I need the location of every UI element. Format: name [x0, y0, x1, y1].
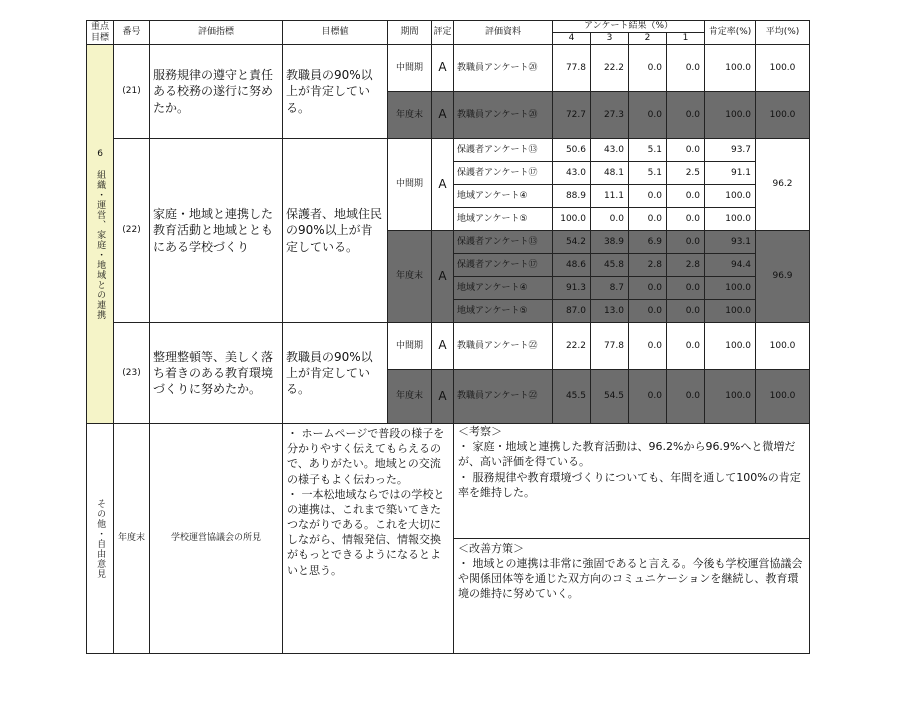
- grade-value: A: [432, 92, 454, 139]
- item-number: (22): [114, 139, 150, 323]
- survey-value-2: 0.0: [629, 185, 667, 208]
- council-opinion: ・ ホームページで普段の様子を分かりやすく伝えてもらえるので、ありがたい。地域との交流の様子もよく伝わった。 ・ 一本松地域ならではの学校との連携は、これまで築いてきたつながりである。これを大切にしながら、情報発信、情報交換がもっとできるようになるとよいと思う。: [283, 424, 454, 654]
- survey-value-3: 27.3: [591, 92, 629, 139]
- header-col-4: 4: [553, 33, 591, 45]
- survey-value-1: 0.0: [667, 92, 705, 139]
- survey-material: 地域アンケート⑤: [454, 300, 553, 323]
- improvement-text: ・ 地域との連携は非常に強固であると言える。今後も学校運営協議会や関係団体等を通じた双方向のコミュニケーションを継続し、教育環境の維持に努めていく。: [458, 557, 803, 601]
- survey-value-3: 77.8: [591, 323, 629, 370]
- survey-value-2: 0.0: [629, 323, 667, 370]
- average-rate: 100.0: [756, 323, 810, 370]
- other-opinion-row: [87, 424, 810, 654]
- survey-value-4: 77.8: [553, 45, 591, 92]
- survey-value-1: 0.0: [667, 45, 705, 92]
- survey-value-4: 45.5: [553, 370, 591, 424]
- header-col-2: 2: [629, 33, 667, 45]
- grade-value: A: [432, 323, 454, 370]
- affirm-rate: 100.0: [705, 300, 756, 323]
- item-indicator: 整理整頓等、美しく落ち着きのある教育環境づくりに努めたか。: [150, 323, 283, 424]
- table-row: [87, 45, 810, 92]
- period-label: 年度末: [388, 370, 432, 424]
- item-number: (21): [114, 45, 150, 139]
- survey-material: 教職員アンケート㉒: [454, 323, 553, 370]
- affirm-rate: 100.0: [705, 323, 756, 370]
- grade-value: A: [432, 231, 454, 323]
- header-col-1: 1: [667, 33, 705, 45]
- survey-value-1: 0.0: [667, 277, 705, 300]
- survey-value-4: 22.2: [553, 323, 591, 370]
- school-response: [454, 424, 810, 654]
- header-col-3: 3: [591, 33, 629, 45]
- survey-value-2: 5.1: [629, 139, 667, 162]
- survey-value-1: 0.0: [667, 323, 705, 370]
- item-number: (23): [114, 323, 150, 424]
- item-indicator: 家庭・地域と連携した教育活動と地域とともにある学校づくり: [150, 139, 283, 323]
- consideration-heading: ＜考察＞: [458, 425, 502, 438]
- survey-value-4: 50.6: [553, 139, 591, 162]
- survey-value-1: 0.0: [667, 208, 705, 231]
- period-label: 年度末: [388, 92, 432, 139]
- affirm-rate: 100.0: [705, 277, 756, 300]
- affirm-rate: 100.0: [705, 92, 756, 139]
- goal-label: [87, 45, 114, 424]
- survey-value-1: 0.0: [667, 185, 705, 208]
- survey-material: 保護者アンケート⑰: [454, 254, 553, 277]
- survey-value-2: 0.0: [629, 208, 667, 231]
- survey-value-3: 11.1: [591, 185, 629, 208]
- affirm-rate: 94.4: [705, 254, 756, 277]
- affirm-rate: 100.0: [705, 185, 756, 208]
- header-number: 番号: [114, 21, 150, 45]
- survey-value-2: 0.0: [629, 300, 667, 323]
- survey-value-3: 54.5: [591, 370, 629, 424]
- survey-value-4: 88.9: [553, 185, 591, 208]
- period-label: 中間期: [388, 139, 432, 231]
- other-label-text: その他・自由意見: [95, 498, 106, 579]
- survey-value-1: 0.0: [667, 300, 705, 323]
- survey-value-3: 0.0: [591, 208, 629, 231]
- survey-value-3: 22.2: [591, 45, 629, 92]
- other-period: 年度末: [114, 424, 150, 654]
- survey-value-2: 5.1: [629, 162, 667, 185]
- survey-value-1: 2.5: [667, 162, 705, 185]
- survey-value-2: 0.0: [629, 45, 667, 92]
- header-grade: 評定: [432, 21, 454, 45]
- survey-value-4: 48.6: [553, 254, 591, 277]
- header-goal: 重点目標: [87, 21, 114, 45]
- survey-value-1: 0.0: [667, 139, 705, 162]
- improvement-heading: ＜改善方策＞: [458, 541, 524, 555]
- average-rate: 100.0: [756, 45, 810, 92]
- grade-value: A: [432, 45, 454, 92]
- evaluation-table: [86, 20, 810, 654]
- survey-material: 保護者アンケート⑬: [454, 231, 553, 254]
- header-affirm: 肯定率(%): [705, 21, 756, 45]
- table-row: [87, 323, 810, 370]
- header-survey: アンケート結果（%）: [553, 21, 705, 33]
- survey-value-3: 8.7: [591, 277, 629, 300]
- survey-value-4: 54.2: [553, 231, 591, 254]
- average-rate: 96.9: [756, 231, 810, 323]
- survey-value-3: 38.9: [591, 231, 629, 254]
- header-indicator: 評価指標: [150, 21, 283, 45]
- period-label: 中間期: [388, 45, 432, 92]
- survey-material: 教職員アンケート⑳: [454, 92, 553, 139]
- affirm-rate: 100.0: [705, 45, 756, 92]
- survey-value-2: 0.0: [629, 92, 667, 139]
- header-period: 期間: [388, 21, 432, 45]
- section-divider: [454, 538, 809, 539]
- period-label: 年度末: [388, 231, 432, 323]
- header-target: 目標値: [283, 21, 388, 45]
- survey-value-4: 43.0: [553, 162, 591, 185]
- survey-material: 地域アンケート⑤: [454, 208, 553, 231]
- survey-value-3: 45.8: [591, 254, 629, 277]
- header-average: 平均(%): [756, 21, 810, 45]
- survey-value-2: 6.9: [629, 231, 667, 254]
- affirm-rate: 93.7: [705, 139, 756, 162]
- survey-value-4: 87.0: [553, 300, 591, 323]
- survey-value-3: 13.0: [591, 300, 629, 323]
- survey-material: 教職員アンケート⑳: [454, 45, 553, 92]
- affirm-rate: 100.0: [705, 208, 756, 231]
- goal-label-text: 6 組織・運営、家庭・地域との連携: [95, 148, 106, 320]
- other-source: 学校運営協議会の所見: [150, 424, 283, 654]
- survey-material: 保護者アンケート⑬: [454, 139, 553, 162]
- survey-value-2: 0.0: [629, 370, 667, 424]
- survey-value-4: 72.7: [553, 92, 591, 139]
- survey-material: 保護者アンケート⑰: [454, 162, 553, 185]
- affirm-rate: 91.1: [705, 162, 756, 185]
- affirm-rate: 100.0: [705, 370, 756, 424]
- survey-value-3: 43.0: [591, 139, 629, 162]
- average-rate: 100.0: [756, 370, 810, 424]
- survey-value-1: 0.0: [667, 231, 705, 254]
- item-target: 教職員の90%以上が肯定している。: [283, 323, 388, 424]
- survey-value-4: 91.3: [553, 277, 591, 300]
- item-indicator: 服務規律の遵守と責任ある校務の遂行に努めたか。: [150, 45, 283, 139]
- average-rate: 100.0: [756, 92, 810, 139]
- table-row: [87, 139, 810, 162]
- grade-value: A: [432, 370, 454, 424]
- survey-material: 地域アンケート④: [454, 277, 553, 300]
- survey-material: 教職員アンケート㉒: [454, 370, 553, 424]
- survey-value-4: 100.0: [553, 208, 591, 231]
- survey-value-1: 0.0: [667, 370, 705, 424]
- affirm-rate: 93.1: [705, 231, 756, 254]
- item-target: 教職員の90%以上が肯定している。: [283, 45, 388, 139]
- period-label: 中間期: [388, 323, 432, 370]
- survey-value-3: 48.1: [591, 162, 629, 185]
- survey-material: 地域アンケート④: [454, 185, 553, 208]
- item-target: 保護者、地域住民の90%以上が肯定している。: [283, 139, 388, 323]
- survey-value-1: 2.8: [667, 254, 705, 277]
- consideration-text: ・ 家庭・地域と連携した教育活動は、96.2%から96.9%へと微増だが、高い評価を得ている。 ・ 服務規律や教育環境づくりについても、年間を通して100%の肯定率を維持した。: [458, 440, 801, 499]
- grade-value: A: [432, 139, 454, 231]
- survey-value-2: 2.8: [629, 254, 667, 277]
- other-label: [87, 424, 114, 654]
- header-material: 評価資料: [454, 21, 553, 45]
- average-rate: 96.2: [756, 139, 810, 231]
- survey-value-2: 0.0: [629, 277, 667, 300]
